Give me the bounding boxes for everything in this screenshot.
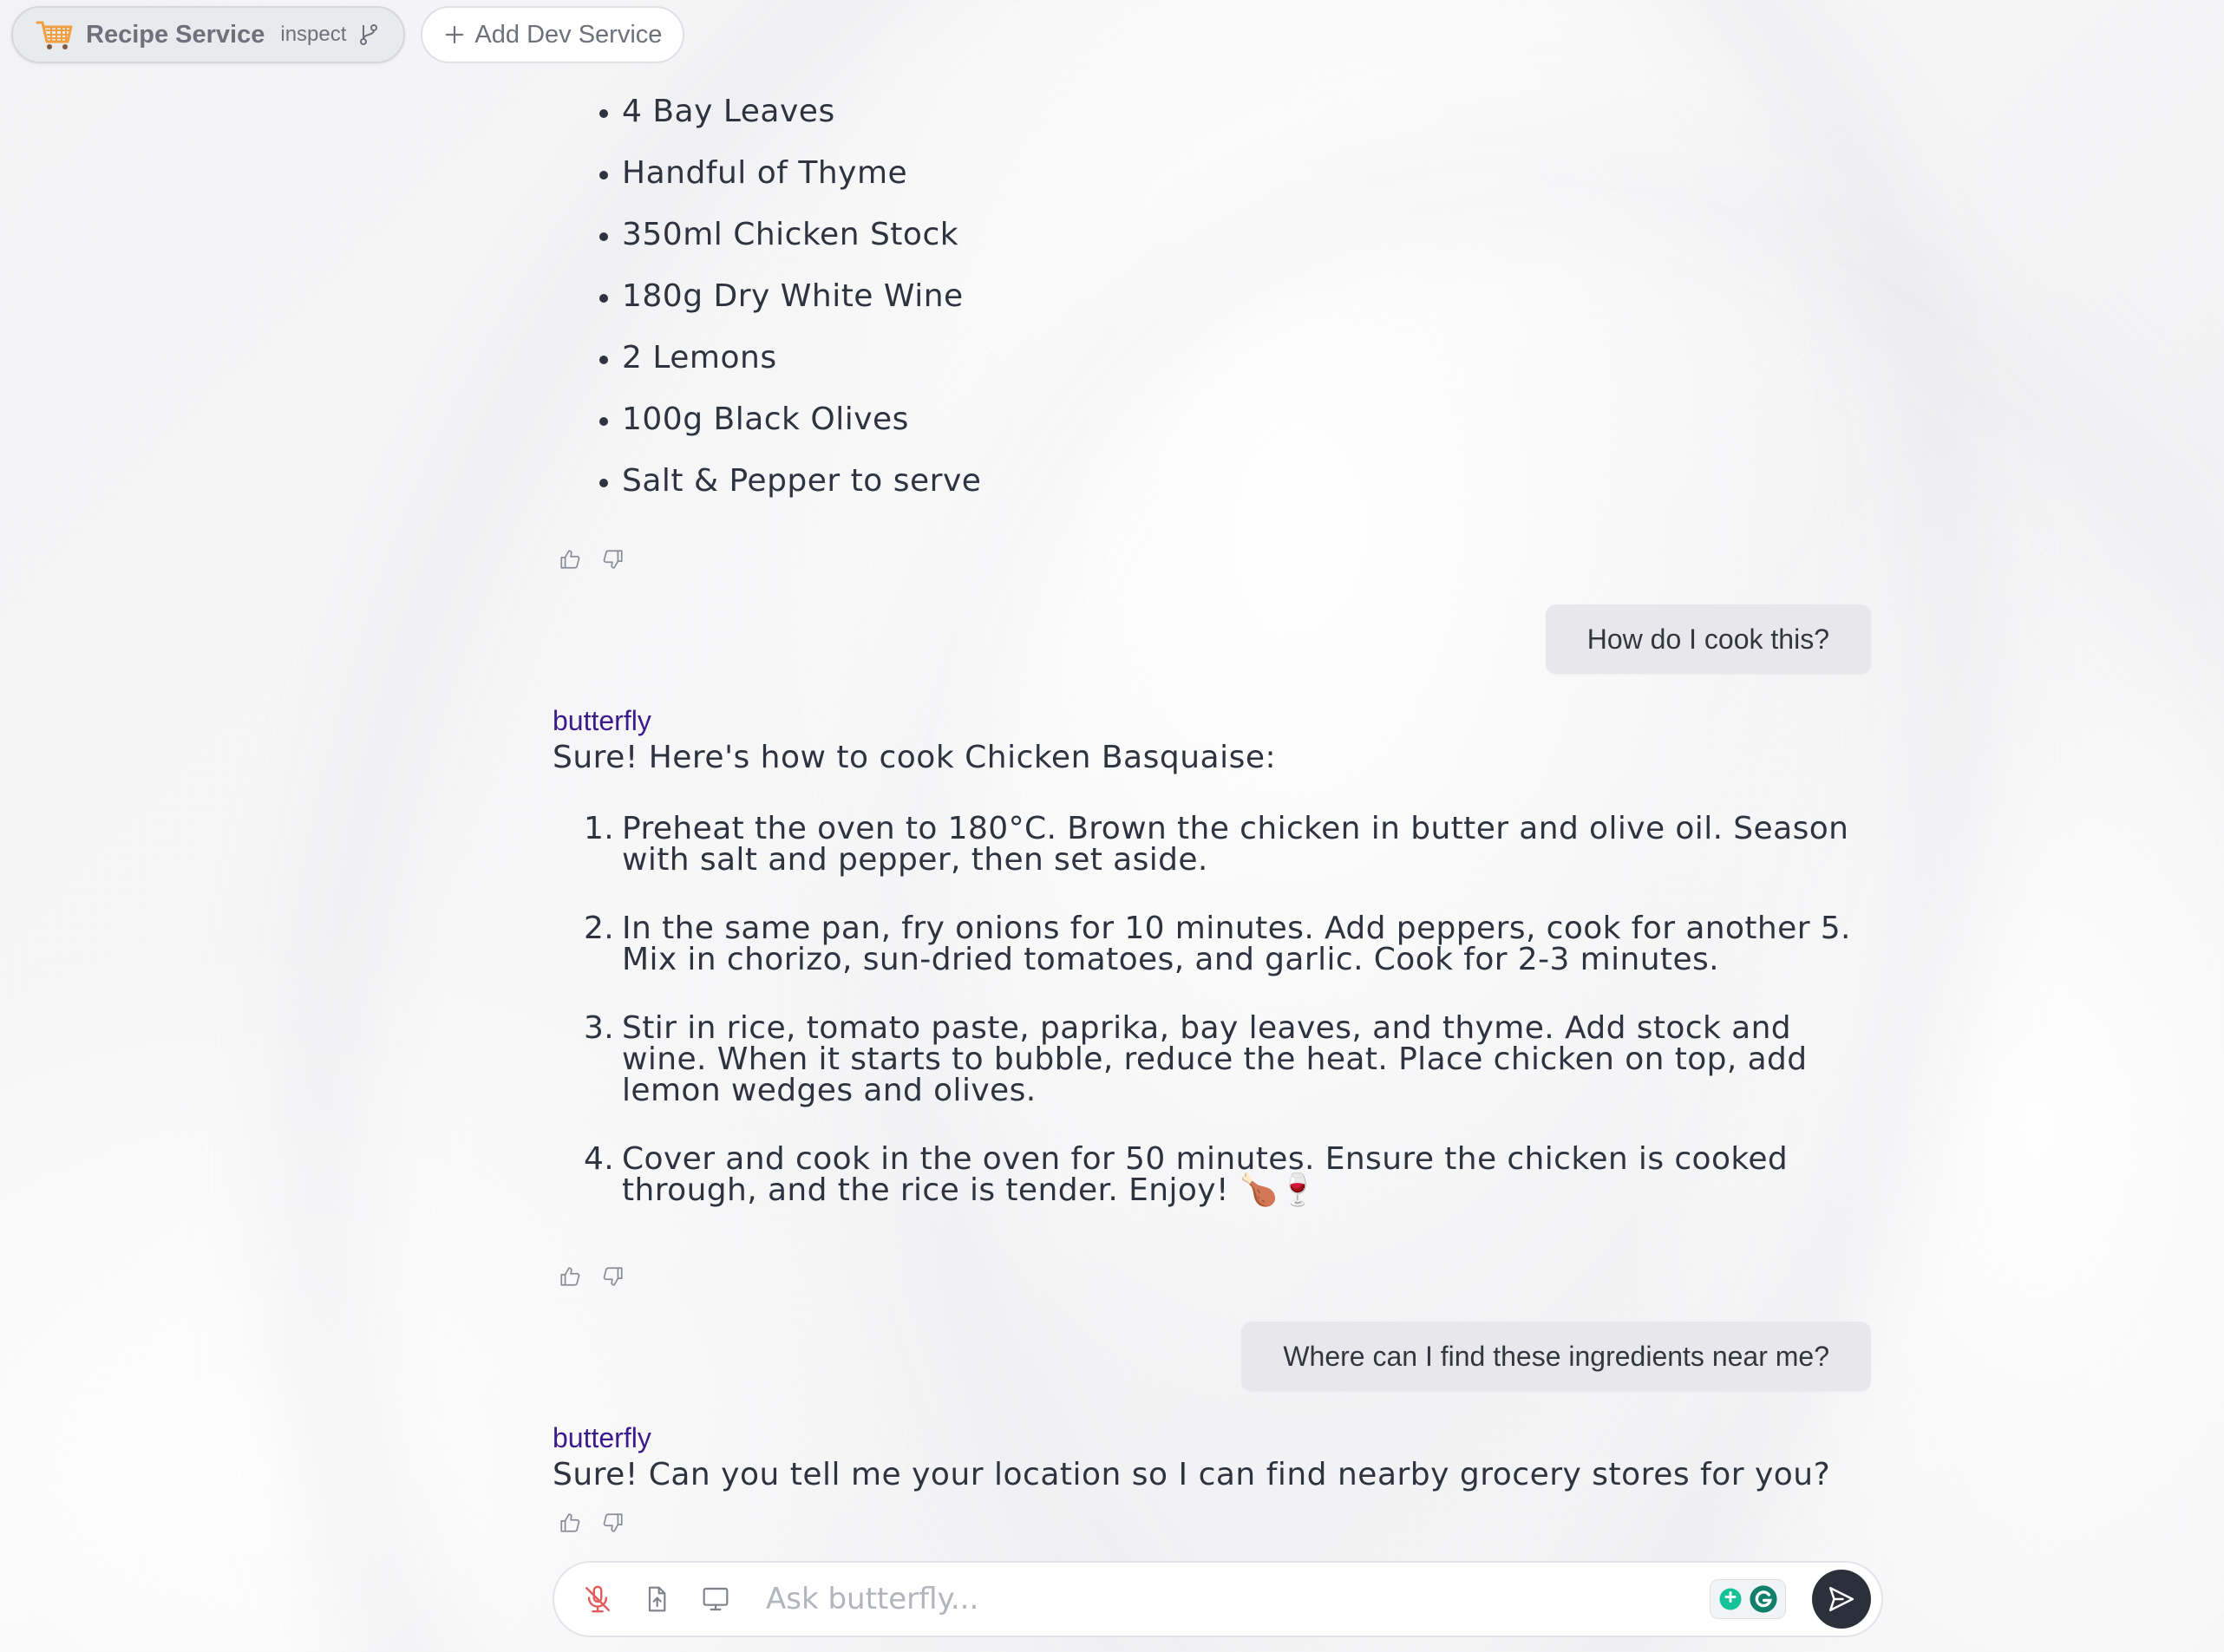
step-number: 1. — [584, 811, 615, 846]
user-message: Where can I find these ingredients near me? — [1241, 1322, 1871, 1391]
step-text: In the same pan, fry onions for 10 minutes. Add peppers, cook for another 5. Mix in chorizo, sun-dried tomatoes, and garlic. Cook for 2-3 minutes. — [622, 911, 1851, 977]
list-item — [553, 813, 1871, 876]
step-number: 4. — [584, 1141, 615, 1177]
list-item: Salt & Pepper to serve — [622, 459, 981, 520]
inspect-label[interactable]: inspect — [280, 23, 347, 46]
service-pill[interactable] — [11, 6, 405, 63]
list-item — [553, 1010, 1871, 1108]
add-dev-service-label: Add Dev Service — [474, 20, 663, 49]
list-item — [553, 1141, 1871, 1208]
bot-message-intro: Sure! Here's how to cook Chicken Basquaise: — [553, 740, 1277, 775]
thumbs-down-icon[interactable] — [601, 1264, 625, 1289]
ingredient-list — [553, 89, 981, 520]
list-item: 180g Dry White Wine — [622, 274, 981, 336]
user-message: How do I cook this? — [1546, 604, 1871, 674]
thumbs-up-icon[interactable] — [558, 1264, 582, 1289]
add-dev-service-button[interactable] — [421, 6, 684, 63]
thumbs-up-icon[interactable] — [558, 1511, 582, 1535]
step-number: 2. — [584, 911, 615, 946]
bot-message: Sure! Can you tell me your location so I can find nearby grocery stores for you? — [553, 1457, 1831, 1492]
step-number: 3. — [584, 1010, 615, 1046]
list-item: 2 Lemons — [622, 336, 981, 397]
send-button[interactable] — [1812, 1570, 1871, 1629]
step-text: Stir in rice, tomato paste, paprika, bay leaves, and thyme. Add stock and wine. When it starts to bubble, reduce the heat. Place chicken on top, add lemon wedges and olives. — [622, 1010, 1808, 1108]
cooking-steps — [553, 813, 1871, 1244]
shopping-cart-icon — [36, 17, 74, 52]
git-branch-icon[interactable] — [358, 23, 381, 47]
list-item: 350ml Chicken Stock — [622, 212, 981, 274]
chat-thread — [553, 0, 1871, 1552]
list-item: 4 Bay Leaves — [622, 89, 981, 151]
chat-input-bar — [553, 1561, 1883, 1637]
file-upload-icon[interactable] — [639, 1582, 674, 1616]
list-item: Handful of Thyme — [622, 151, 981, 212]
top-bar — [11, 6, 684, 63]
list-item — [553, 913, 1871, 976]
chat-input[interactable] — [764, 1581, 1710, 1617]
thumbs-down-icon[interactable] — [601, 547, 625, 571]
bot-name: butterfly — [553, 1422, 651, 1453]
step-text: Cover and cook in the oven for 50 minutes. Ensure the chicken is cooked through, and the rice is tender. Enjoy! 🍗🍷 — [622, 1141, 1789, 1208]
list-item: 100g Black Olives — [622, 397, 981, 459]
step-text: Preheat the oven to 180°C. Brown the chicken in butter and olive oil. Season with salt and pepper, then set aside. — [622, 811, 1849, 878]
message-feedback — [558, 547, 625, 571]
send-icon — [1827, 1584, 1856, 1614]
message-feedback — [558, 1511, 625, 1535]
plus-icon — [445, 20, 464, 49]
grammarly-extension-icon[interactable] — [1710, 1579, 1786, 1619]
thumbs-up-icon[interactable] — [558, 547, 582, 571]
monitor-icon[interactable] — [698, 1582, 733, 1616]
message-feedback — [558, 1264, 625, 1289]
thumbs-down-icon[interactable] — [601, 1511, 625, 1535]
mic-off-icon[interactable] — [580, 1582, 615, 1616]
bot-name: butterfly — [553, 705, 651, 736]
service-name: Recipe Service — [86, 20, 265, 49]
